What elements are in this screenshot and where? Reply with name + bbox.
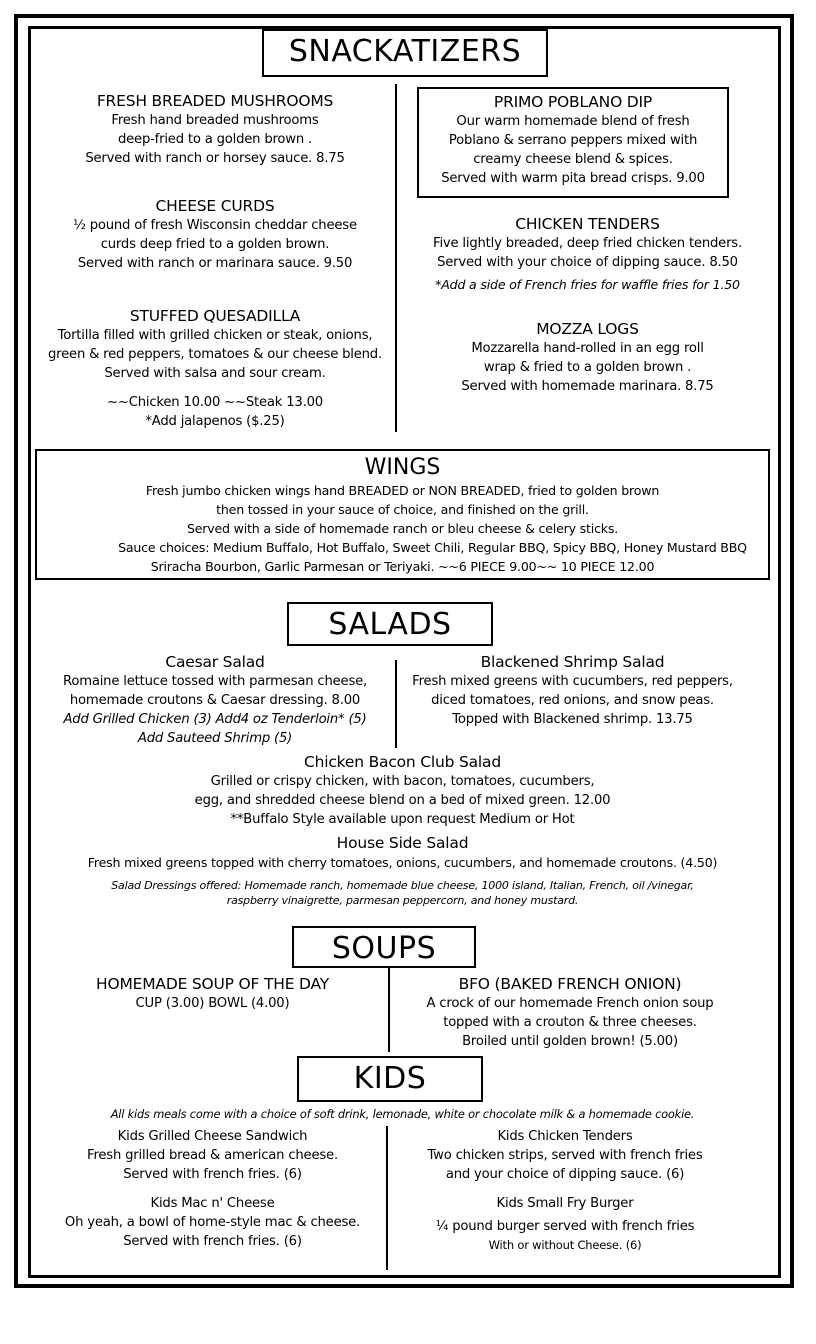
kids-title: KIDS <box>353 1061 427 1096</box>
item-desc: Two chicken strips, served with french fries <box>427 1148 703 1163</box>
soups-divider <box>388 966 390 1052</box>
item-price: Served with warm pita bread crisps. 9.00 <box>441 171 705 186</box>
item-name: MOZZA LOGS <box>536 320 639 338</box>
item-name: STUFFED QUESADILLA <box>129 307 301 325</box>
item-desc: Served with salsa and sour cream. <box>104 366 326 381</box>
chicken-tenders-item <box>400 214 775 294</box>
dressings-line: Salad Dressings offered: Homemade ranch, homemade blue cheese, 1000 island, Italian, French, oil /vinegar, <box>111 879 694 892</box>
item-name: CHICKEN TENDERS <box>515 215 660 233</box>
poblano-dip-item <box>417 92 729 188</box>
item-desc: Fresh grilled bread & american cheese. <box>87 1148 338 1163</box>
snackatizers-title-box <box>262 29 548 77</box>
item-desc: Poblano & serrano peppers mixed with <box>448 133 698 148</box>
item-note: **Buffalo Style available upon request Medium or Hot <box>230 812 575 827</box>
item-name: Blackened Shrimp Salad <box>480 653 665 671</box>
wings-desc: Fresh jumbo chicken wings hand BREADED or NON BREADED, fried to golden brown <box>145 483 660 498</box>
item-price: Served with french fries. (6) <box>123 1167 302 1182</box>
blackened-shrimp-salad-item <box>400 652 745 729</box>
item-desc: Mozzarella hand-rolled in an egg roll <box>471 341 704 356</box>
item-desc: topped with a crouton & three cheeses. <box>443 1015 697 1030</box>
item-name: BFO (BAKED FRENCH ONION) <box>458 975 682 993</box>
item-price: homemade croutons & Caesar dressing. 8.00 <box>69 693 361 708</box>
item-desc: wrap & fried to a golden brown . <box>483 360 692 375</box>
item-desc: Fresh mixed greens with cucumbers, red peppers, <box>412 674 733 689</box>
item-desc: curds deep fried to a golden brown. <box>100 237 330 252</box>
kids-title-box <box>297 1056 483 1102</box>
wings-desc: Served with a side of homemade ranch or bleu cheese & celery sticks. <box>186 521 619 536</box>
item-name: PRIMO POBLANO DIP <box>493 93 653 111</box>
item-desc: Our warm homemade blend of fresh <box>456 114 690 129</box>
item-desc: Fresh mixed greens topped with cherry tomatoes, onions, cucumbers, and homemade croutons. (4.50) <box>87 855 718 870</box>
item-name: House Side Salad <box>336 834 469 852</box>
item-name: Kids Chicken Tenders <box>497 1129 633 1144</box>
item-price: Served with ranch or horsey sauce. 8.75 <box>85 151 345 166</box>
wings-section <box>35 455 770 576</box>
house-salad-item <box>35 833 770 872</box>
kids-intro: All kids meals come with a choice of soft drink, lemonade, white or chocolate milk & a homemade cookie. <box>110 1107 695 1121</box>
salads-title-box <box>287 602 493 646</box>
wings-sauces: Sauce choices: Medium Buffalo, Hot Buffalo, Sweet Chili, Regular BBQ, Spicy BBQ, Honey Mustard BBQ <box>118 540 747 555</box>
mushrooms-item <box>40 91 390 168</box>
item-desc: Romaine lettuce tossed with parmesan cheese, <box>62 674 368 689</box>
kids-burger-item <box>395 1194 735 1255</box>
bfo-item <box>395 974 745 1051</box>
item-desc: Oh yeah, a bowl of home-style mac & cheese. <box>64 1215 361 1230</box>
item-desc: ½ pound of fresh Wisconsin cheddar cheese <box>73 218 357 233</box>
club-salad-item <box>35 752 770 829</box>
item-desc: Fresh hand breaded mushrooms <box>111 113 319 128</box>
item-desc: Tortilla filled with grilled chicken or steak, onions, <box>57 328 373 343</box>
item-desc: creamy cheese blend & spices. <box>473 152 673 167</box>
item-price: and your choice of dipping sauce. (6) <box>445 1167 685 1182</box>
item-price: Served with ranch or marinara sauce. 9.50 <box>77 256 353 271</box>
soups-title: SOUPS <box>331 931 437 966</box>
item-price: Broiled until golden brown! (5.00) <box>462 1034 678 1049</box>
item-price: egg, and shredded cheese blend on a bed of mixed green. 12.00 <box>194 793 611 808</box>
soup-of-the-day-item <box>40 974 385 1013</box>
salad-dressings <box>35 878 770 908</box>
item-desc: A crock of our homemade French onion soup <box>426 996 714 1011</box>
quesadilla-item <box>40 306 390 431</box>
item-addon: Add Grilled Chicken (3) Add4 oz Tenderloin* (5) <box>63 712 367 727</box>
item-desc: deep-fried to a golden brown . <box>117 132 313 147</box>
item-name: Kids Grilled Cheese Sandwich <box>117 1129 308 1144</box>
item-name: CHEESE CURDS <box>155 197 275 215</box>
item-desc: ¼ pound burger served with french fries <box>435 1219 695 1234</box>
soups-title-box <box>292 926 476 968</box>
wings-desc: then tossed in your sauce of choice, and finished on the grill. <box>216 502 589 517</box>
item-desc: green & red peppers, tomatoes & our cheese blend. <box>48 347 382 362</box>
item-addon: Add Sauteed Shrimp (5) <box>137 731 293 746</box>
kids-chicken-tenders-item <box>395 1127 735 1184</box>
item-price: Topped with Blackened shrimp. 13.75 <box>452 712 693 727</box>
wings-prices: Sriracha Bourbon, Garlic Parmesan or Teriyaki. ~~6 PIECE 9.00~~ 10 PIECE 12.00 <box>150 559 655 574</box>
item-name: HOMEMADE SOUP OF THE DAY <box>96 975 329 993</box>
item-note: *Add a side of French fries for waffle fries for 1.50 <box>435 277 740 292</box>
item-desc: Grilled or crispy chicken, with bacon, tomatoes, cucumbers, <box>210 774 595 789</box>
item-price: Served with french fries. (6) <box>123 1234 302 1249</box>
wings-title: WINGS <box>364 455 441 480</box>
item-desc: diced tomatoes, red onions, and snow peas. <box>431 693 714 708</box>
snackatizers-title: SNACKATIZERS <box>288 34 522 69</box>
kids-grilled-cheese-item <box>40 1127 385 1184</box>
kids-divider <box>386 1126 388 1270</box>
salads-divider <box>395 660 397 748</box>
mozza-logs-item <box>400 319 775 396</box>
item-name: Chicken Bacon Club Salad <box>304 753 501 771</box>
item-desc: Five lightly breaded, deep fried chicken tenders. <box>433 236 742 251</box>
salads-title: SALADS <box>328 607 452 642</box>
caesar-salad-item <box>35 652 395 748</box>
item-name: Kids Mac n' Cheese <box>150 1196 275 1211</box>
item-name: Kids Small Fry Burger <box>496 1196 634 1211</box>
item-price: Served with your choice of dipping sauce. 8.50 <box>437 255 738 270</box>
snackatizers-divider <box>395 84 397 432</box>
item-price: With or without Cheese. (6) <box>488 1238 642 1252</box>
item-name: FRESH BREADED MUSHROOMS <box>96 92 334 110</box>
kids-mac-cheese-item <box>40 1194 385 1251</box>
item-name: Caesar Salad <box>165 653 265 671</box>
cheese-curds-item <box>40 196 390 273</box>
item-price: CUP (3.00) BOWL (4.00) <box>135 996 290 1011</box>
item-price: ~~Chicken 10.00 ~~Steak 13.00 <box>107 395 323 410</box>
item-addon: *Add jalapenos ($.25) <box>145 414 285 429</box>
dressings-line: raspberry vinaigrette, parmesan peppercorn, and honey mustard. <box>226 894 579 907</box>
item-price: Served with homemade marinara. 8.75 <box>461 379 714 394</box>
